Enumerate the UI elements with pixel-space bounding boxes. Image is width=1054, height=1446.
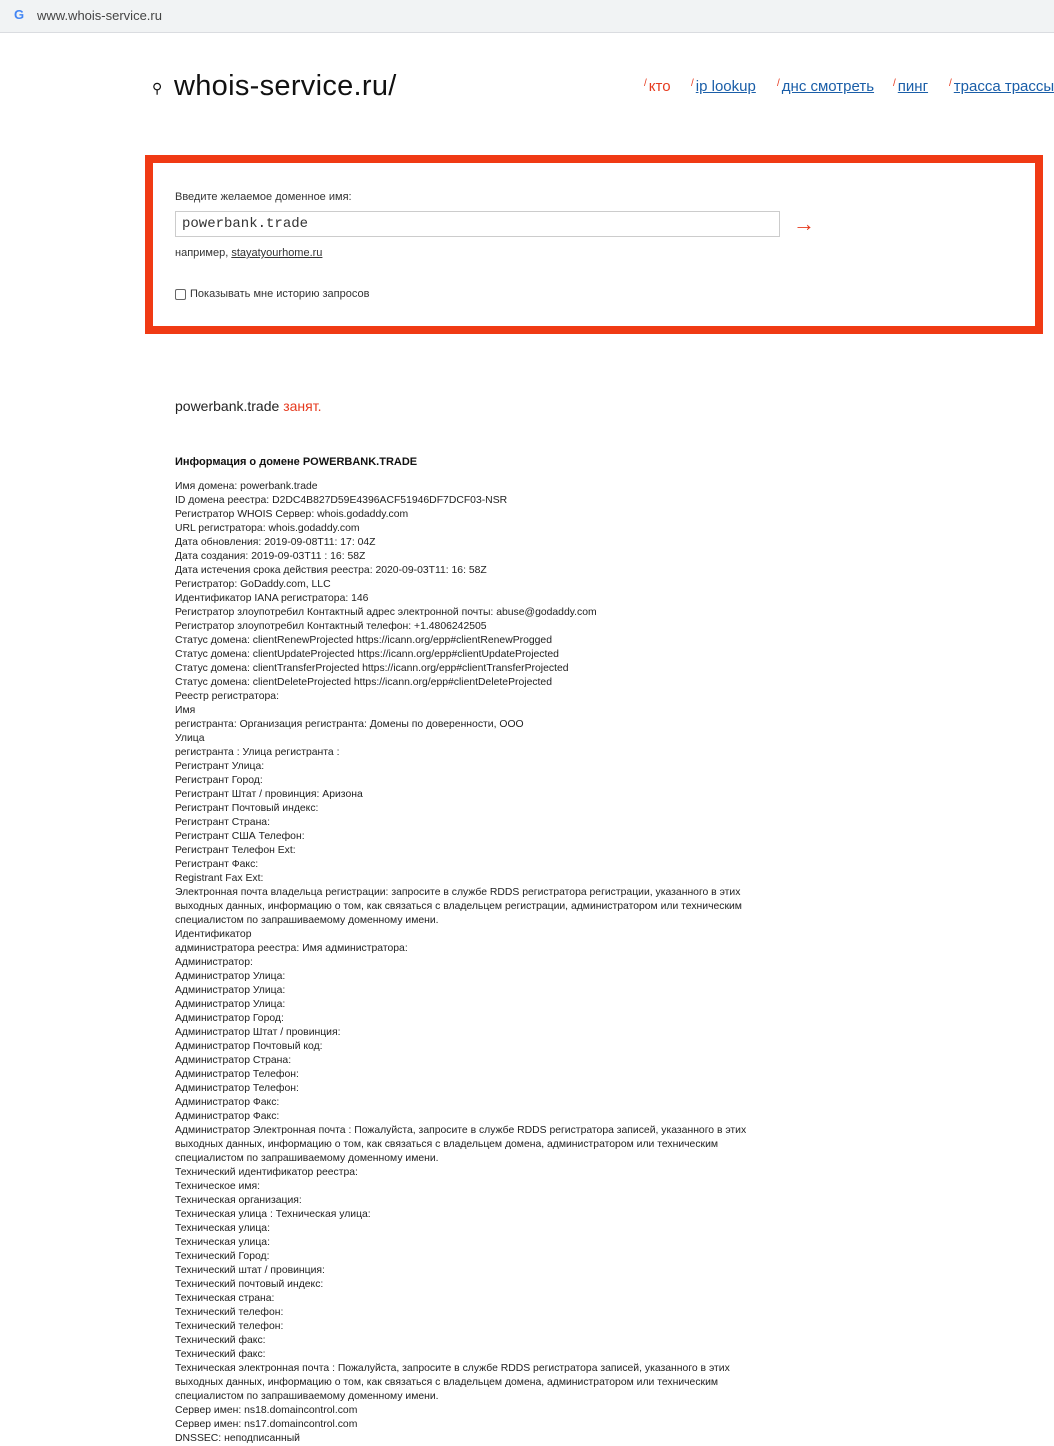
search-form bbox=[145, 155, 1043, 334]
domain-field-label: Введите желаемое доменное имя: bbox=[175, 191, 352, 203]
whois-line: Администратор Улица: bbox=[175, 985, 286, 996]
whois-line: Технический почтовый индекс: bbox=[175, 1279, 324, 1290]
history-checkbox[interactable] bbox=[175, 289, 186, 300]
whois-line: Электронная почта владельца регистрации: запросите в службе RDDS регистратора регистрации, указанного в этих bbox=[175, 887, 741, 898]
whois-line: Имя bbox=[175, 705, 196, 716]
whois-line: Регистратор злоупотребил Контактный телефон: +1.4806242505 bbox=[175, 621, 487, 632]
search-icon: ⚲ bbox=[152, 80, 163, 96]
whois-line: Регистратор злоупотребил Контактный адрес электронной почты: abuse@godaddy.com bbox=[175, 607, 597, 618]
whois-line: специалистом по запрашиваемому доменному имени. bbox=[175, 1153, 439, 1164]
nav-item-label: ip lookup bbox=[695, 78, 756, 95]
whois-line: Дата истечения срока действия реестра: 2020-09-03T11: 16: 58Z bbox=[175, 565, 487, 576]
whois-line: Технический штат / провинция: bbox=[175, 1265, 325, 1276]
domain-status bbox=[175, 398, 321, 414]
submit-arrow-icon[interactable]: → bbox=[793, 211, 815, 236]
whois-line: Администратор Улица: bbox=[175, 999, 286, 1010]
whois-line: Статус домена: clientRenewProjected https://icann.org/epp#clientRenewProgged bbox=[175, 635, 552, 646]
whois-line: Техническая страна: bbox=[175, 1293, 275, 1304]
whois-line: Администратор Штат / провинция: bbox=[175, 1027, 341, 1038]
whois-line: Технический телефон: bbox=[175, 1321, 284, 1332]
history-toggle[interactable] bbox=[175, 288, 369, 300]
whois-line: Администратор Город: bbox=[175, 1013, 284, 1024]
whois-line: регистранта: Организация регистранта: Домены по доверенности, ООО bbox=[175, 719, 524, 730]
whois-line: Регистрант Штат / провинция: Аризона bbox=[175, 789, 363, 800]
whois-line: выходных данных, информацию о том, как связаться с владельцем домена, администратором или техническим bbox=[175, 1139, 719, 1150]
whois-line: Регистрант Улица: bbox=[175, 761, 265, 772]
whois-line: Сервер имен: ns18.domaincontrol.com bbox=[175, 1405, 358, 1416]
whois-line: Регистрант Почтовый индекс: bbox=[175, 803, 319, 814]
whois-line: Технический факс: bbox=[175, 1349, 266, 1360]
whois-line: Администратор Телефон: bbox=[175, 1083, 299, 1094]
whois-line: Технический факс: bbox=[175, 1335, 266, 1346]
whois-line: Регистратор: GoDaddy.com, LLC bbox=[175, 579, 331, 590]
example-hint bbox=[175, 247, 322, 259]
nav-item-label: днс смотреть bbox=[781, 78, 875, 95]
google-icon: G bbox=[14, 7, 25, 22]
browser-address-bar[interactable] bbox=[0, 0, 1054, 33]
whois-line: Регистрант Город: bbox=[175, 775, 263, 786]
whois-line: Регистрант США Телефон: bbox=[175, 831, 305, 842]
nav-item-label: кто bbox=[648, 78, 671, 95]
whois-line: Администратор Факс: bbox=[175, 1097, 280, 1108]
nav-item-ping[interactable]: / пинг bbox=[893, 78, 929, 95]
whois-line: Улица bbox=[175, 733, 205, 744]
whois-line: Администратор Страна: bbox=[175, 1055, 292, 1066]
whois-line: URL регистратора: whois.godaddy.com bbox=[175, 523, 360, 534]
whois-line: Администратор Телефон: bbox=[175, 1069, 299, 1080]
whois-record bbox=[175, 480, 790, 1446]
whois-line: Администратор: bbox=[175, 957, 253, 968]
whois-line: специалистом по запрашиваемому доменному имени. bbox=[175, 1391, 439, 1402]
whois-line: Администратор Электронная почта : Пожалуйста, запросите в службе RDDS регистратора записей, указанного в этих bbox=[175, 1125, 747, 1136]
whois-line: Дата создания: 2019-09-03T11 : 16: 58Z bbox=[175, 551, 366, 562]
whois-line: Сервер имен: ns17.domaincontrol.com bbox=[175, 1419, 358, 1430]
whois-line: Registrant Fax Ext: bbox=[175, 873, 264, 884]
whois-line: Техническая улица: bbox=[175, 1223, 270, 1234]
whois-line: Техническая организация: bbox=[175, 1195, 302, 1206]
whois-line: Технический телефон: bbox=[175, 1307, 284, 1318]
history-label: Показывать мне историю запросов bbox=[190, 288, 370, 300]
whois-line: ID домена реестра: D2DC4B827D59E4396ACF51946DF7DCF03-NSR bbox=[175, 495, 508, 506]
domain-input[interactable] bbox=[175, 211, 780, 237]
whois-line: Техническое имя: bbox=[175, 1181, 261, 1192]
whois-line: Дата обновления: 2019-09-08T11: 17: 04Z bbox=[175, 537, 376, 548]
example-prefix: например, bbox=[175, 247, 229, 259]
whois-line: Реестр регистратора: bbox=[175, 691, 279, 702]
nav-item-ip-lookup[interactable]: / ip lookup bbox=[691, 78, 756, 95]
whois-line: DNSSEC: неподписанный bbox=[175, 1433, 300, 1444]
nav-item-who[interactable]: / кто bbox=[644, 78, 671, 95]
result-domain: powerbank.trade bbox=[175, 398, 280, 414]
whois-line: Администратор Улица: bbox=[175, 971, 286, 982]
whois-line: Технический Город: bbox=[175, 1251, 270, 1262]
nav-item-label: трасса трассы bbox=[953, 78, 1054, 95]
whois-line: Регистрант Факс: bbox=[175, 859, 259, 870]
status-badge: занят. bbox=[283, 398, 322, 414]
whois-line: Администратор Почтовый код: bbox=[175, 1041, 323, 1052]
whois-line: Идентификатор bbox=[175, 929, 252, 940]
whois-line: выходных данных, информацию о том, как связаться с владельцем регистрации, администратором или техническим bbox=[175, 901, 742, 912]
whois-line: специалистом по запрашиваемому доменному имени. bbox=[175, 915, 439, 926]
whois-line: Статус домена: clientDeleteProjected https://icann.org/epp#clientDeleteProjected bbox=[175, 677, 552, 688]
whois-line: Технический идентификатор реестра: bbox=[175, 1167, 358, 1178]
whois-line: Идентификатор IANA регистратора: 146 bbox=[175, 593, 369, 604]
info-title: Информация о домене POWERBANK.TRADE bbox=[175, 456, 418, 468]
whois-line: Имя домена: powerbank.trade bbox=[175, 481, 318, 492]
whois-line: регистранта : Улица регистранта : bbox=[175, 747, 340, 758]
whois-line: Техническая улица : Техническая улица: bbox=[175, 1209, 371, 1220]
whois-line: Регистрант Телефон Ext: bbox=[175, 845, 296, 856]
whois-line: Регистрант Страна: bbox=[175, 817, 270, 828]
logo-text: whois-service.ru/ bbox=[174, 70, 397, 102]
nav-item-label: пинг bbox=[897, 78, 929, 95]
whois-line: Администратор Факс: bbox=[175, 1111, 280, 1122]
whois-line: администратора реестра: Имя администратора: bbox=[175, 943, 408, 954]
nav-item-dns[interactable]: / днс смотреть bbox=[777, 78, 875, 95]
nav-item-traceroute[interactable]: / трасса трассы bbox=[949, 78, 1054, 95]
whois-line: выходных данных, информацию о том, как связаться с владельцем домена, администратором или техническим bbox=[175, 1377, 719, 1388]
whois-line: Техническая улица: bbox=[175, 1237, 270, 1248]
example-link[interactable]: stayatyourhome.ru bbox=[231, 247, 323, 259]
url-text[interactable]: www.whois-service.ru bbox=[37, 8, 162, 23]
whois-line: Регистратор WHOIS Сервер: whois.godaddy.com bbox=[175, 509, 409, 520]
whois-line: Статус домена: clientUpdateProjected https://icann.org/epp#clientUpdateProjected bbox=[175, 649, 559, 660]
whois-line: Статус домена: clientTransferProjected https://icann.org/epp#clientTransferProjected bbox=[175, 663, 569, 674]
whois-line: Техническая электронная почта : Пожалуйста, запросите в службе RDDS регистратора записей, указанного в этих bbox=[175, 1363, 730, 1374]
